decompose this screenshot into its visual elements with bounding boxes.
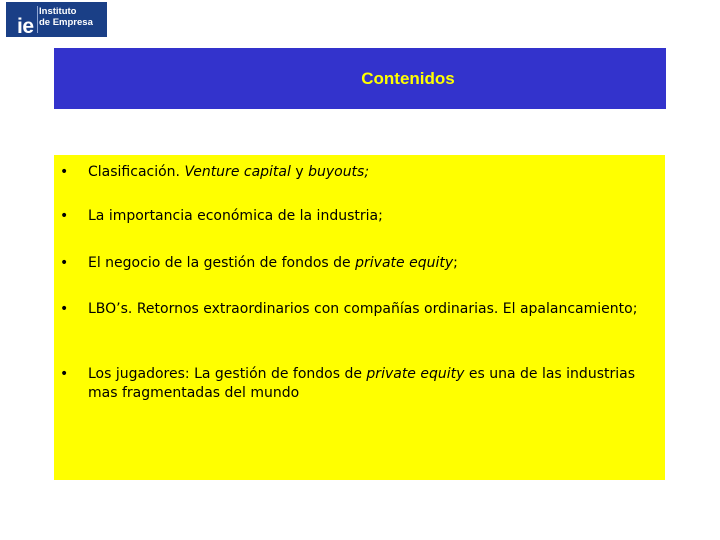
- bullet-text-emphasis: private equity: [366, 366, 465, 382]
- bullet-text: [88, 163, 648, 182]
- bullet-text-segment: Los jugadores: La gestión de fondos de: [88, 366, 367, 382]
- content-box: [54, 155, 665, 480]
- bullet-symbol: •: [60, 366, 69, 382]
- bullet-text-segment: y: [290, 164, 309, 180]
- bullet-symbol: •: [60, 301, 69, 317]
- bullet-text-segment: La importancia económica de la industria;: [88, 208, 383, 224]
- bullet-text: [88, 365, 648, 403]
- logo-line-1: Instituto: [39, 6, 77, 17]
- bullet-text-segment: El negocio de la gestión de fondos de: [88, 255, 356, 271]
- title-banner: [54, 48, 666, 109]
- bullet-text: [88, 254, 648, 273]
- bullet-text-segment: Clasificación.: [88, 164, 185, 180]
- bullet-text-segment: ;: [453, 255, 458, 271]
- logo-line-2: de Empresa: [39, 17, 93, 28]
- bullet-text: [88, 207, 648, 226]
- bullet-text-emphasis: private equity: [355, 255, 454, 271]
- bullet-text-emphasis: Venture capital: [184, 164, 291, 180]
- institution-logo: [6, 2, 107, 37]
- bullet-symbol: •: [60, 164, 69, 180]
- bullet-text: [88, 300, 648, 319]
- slide-title: Contenidos: [361, 68, 455, 88]
- bullet-symbol: •: [60, 208, 69, 224]
- bullet-text-segment: LBO’s. Retornos extraordinarios con compañías ordinarias. El apalancamiento;: [88, 301, 638, 317]
- bullet-symbol: •: [60, 255, 69, 271]
- bullet-text-segment: es una de las industrias mas fragmentadas del mundo: [88, 366, 635, 401]
- logo-mark: ie: [17, 15, 34, 37]
- bullet-text-emphasis: buyouts;: [308, 164, 370, 180]
- logo-divider: [37, 6, 38, 33]
